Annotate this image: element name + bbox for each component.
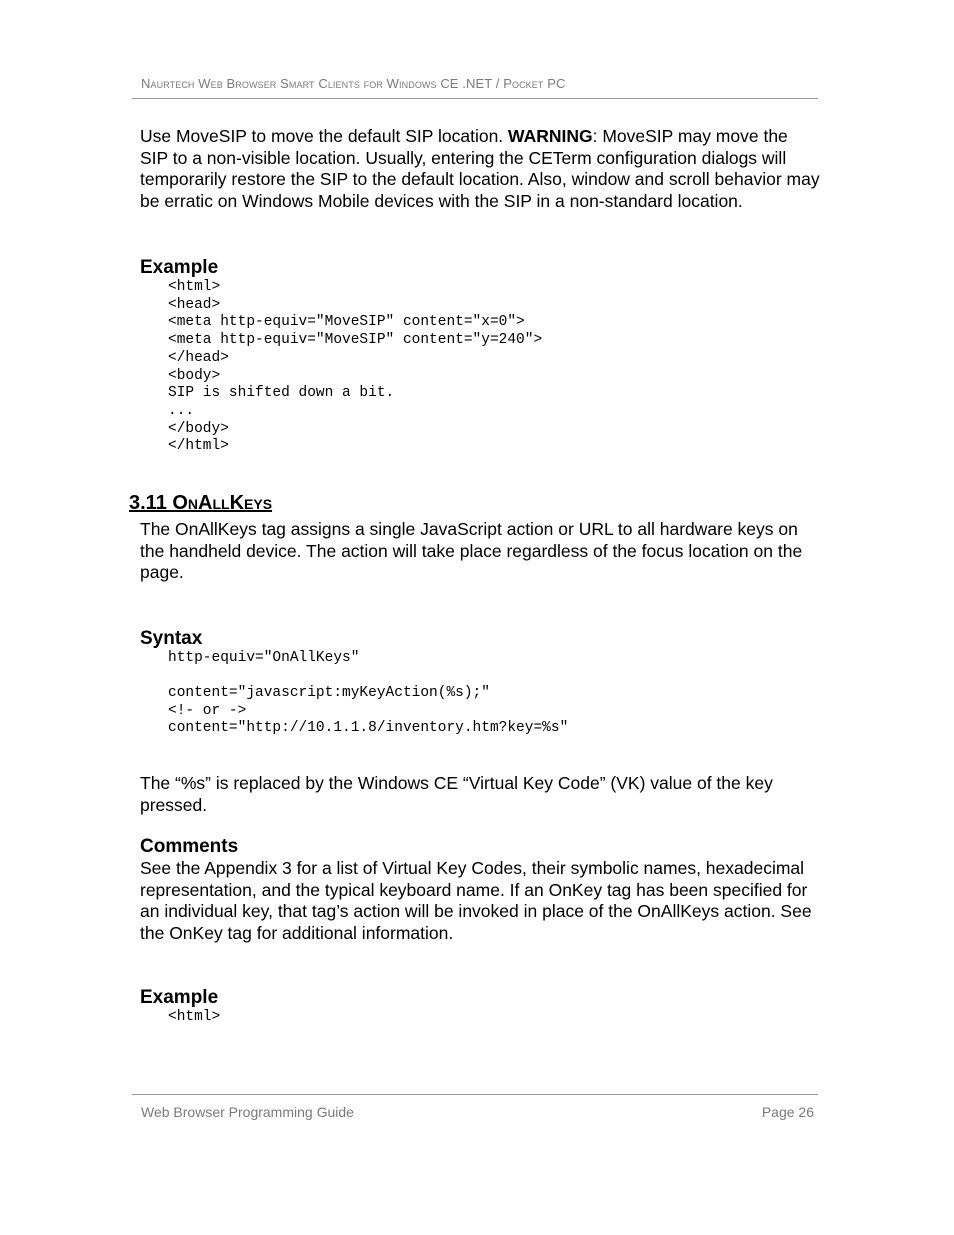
example-heading-2: Example [140,987,219,1009]
example-heading: Example [140,257,219,278]
page-header: Naurtech Web Browser Smart Clients for Windows CE .NET / Pocket PC [141,76,566,91]
example-code-block: <html> <head> <meta http-equiv="MoveSIP" content="x=0"> <meta http-equiv="MoveSIP" content="y=240"> </head> <body> SIP is shifted down a bit. ... </body> </html> [168,279,543,455]
header-divider [132,98,818,99]
section-heading: 3.11 OnAllKeys [129,492,273,515]
syntax-code-block: http-equiv="OnAllKeys" content="javascript:myKeyAction(%s);" <!- or -> content="http://10.1.1.8/inventory.htm?key=%s" [168,649,569,737]
syntax-heading: Syntax [140,627,203,649]
syntax-note: The “%s” is replaced by the Windows CE “Virtual Key Code” (VK) value of the key pressed. [140,773,773,815]
intro-text-warning: : MoveSIP may move the SIP to a non-visible location. Usually, entering the CETerm configuration dialogs will temporarily restore the SIP to the default location. Also, window and scroll behavior may be erratic on Windows Mobile devices with the SIP in a non-standard location. [140,126,820,211]
page-number: Page 26 [761,1104,814,1120]
section-description: The OnAllKeys tag assigns a single JavaScript action or URL to all hardware keys on the handheld device. The action will take place regardless of the focus location on the page. [140,519,803,583]
footer-divider [132,1094,818,1095]
intro-paragraph [140,126,820,212]
example-code-block-2: <html> [168,1009,221,1026]
page-content [129,126,820,1027]
warning-label: WARNING [508,126,593,146]
intro-text-lead: Use MoveSIP to move the default SIP location. [140,126,509,146]
comments-paragraph: See the Appendix 3 for a list of Virtual Key Codes, their symbolic names, hexadecimal representation, and the typical keyboard name. If an OnKey tag has been specified for an individual key, that tag’s action will be invoked in place of the OnAllKeys action. See the OnKey tag for additional information. [140,858,812,943]
comments-heading: Comments [140,836,239,858]
footer-title: Web Browser Programming Guide [141,1104,354,1120]
